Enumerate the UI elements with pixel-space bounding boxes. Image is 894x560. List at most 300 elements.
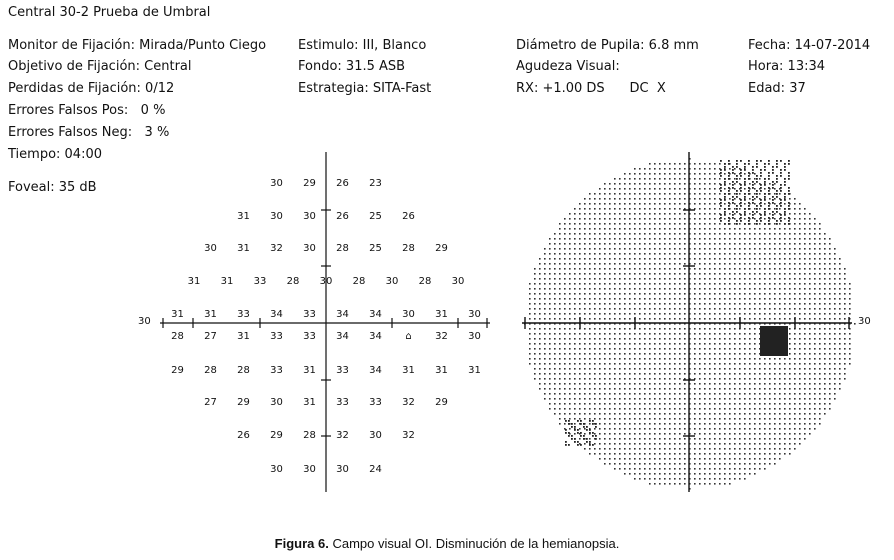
gray-dot — [674, 468, 676, 470]
gray-dot — [704, 403, 706, 405]
gray-dot — [599, 423, 601, 425]
rx: RX: +1.00 DS DC X — [516, 81, 666, 96]
gray-dot — [674, 348, 676, 350]
gray-dot — [609, 458, 611, 460]
gray-dot — [709, 178, 711, 180]
gray-dot — [684, 293, 686, 295]
gray-dot — [664, 248, 666, 250]
gray-dot — [829, 343, 831, 345]
gray-dot — [774, 318, 776, 320]
gray-dot — [659, 443, 661, 445]
gray-dot — [844, 378, 846, 380]
gray-dot — [574, 408, 576, 410]
gray-dot — [744, 203, 746, 205]
gray-dot — [809, 423, 811, 425]
threshold-value: 34 — [336, 309, 349, 320]
gray-dot — [714, 363, 716, 365]
dense-dot — [744, 184, 746, 186]
gray-dot — [654, 243, 656, 245]
gray-dot — [724, 343, 726, 345]
gray-dot — [669, 233, 671, 235]
gray-dot — [674, 268, 676, 270]
gray-dot — [839, 368, 841, 370]
gray-dot — [619, 193, 621, 195]
gray-dot — [699, 253, 701, 255]
gray-dot — [824, 313, 826, 315]
gray-dot — [744, 478, 746, 480]
threshold-value: 30 — [270, 397, 283, 408]
gray-dot — [729, 278, 731, 280]
gray-dot — [624, 473, 626, 475]
dense-dot — [760, 187, 762, 189]
gray-dot — [824, 403, 826, 405]
gray-dot — [529, 283, 531, 285]
gray-dot — [734, 273, 736, 275]
gray-dot — [709, 383, 711, 385]
gray-dot — [719, 483, 721, 485]
gray-dot — [599, 348, 601, 350]
gray-dot — [614, 293, 616, 295]
gray-dot — [614, 268, 616, 270]
gray-dot — [544, 308, 546, 310]
gray-dot — [659, 208, 661, 210]
gray-dot — [589, 383, 591, 385]
gray-dot — [644, 198, 646, 200]
gray-dot — [699, 198, 701, 200]
gray-dot — [614, 433, 616, 435]
gray-dot — [639, 258, 641, 260]
gray-dot — [699, 443, 701, 445]
gray-dot — [554, 243, 556, 245]
gray-dot — [834, 268, 836, 270]
dense-dot — [740, 205, 742, 207]
gray-dot — [734, 473, 736, 475]
gray-dot — [679, 398, 681, 400]
gray-dot — [654, 268, 656, 270]
gray-dot — [549, 383, 551, 385]
gray-dot — [604, 403, 606, 405]
gray-dot — [729, 183, 731, 185]
gray-dot — [549, 313, 551, 315]
gray-dot — [754, 178, 756, 180]
gray-dot — [604, 283, 606, 285]
gray-dot — [624, 233, 626, 235]
gray-dot — [709, 298, 711, 300]
gray-dot — [674, 193, 676, 195]
gray-dot — [764, 413, 766, 415]
gray-dot — [564, 293, 566, 295]
gray-dot — [599, 353, 601, 355]
gray-dot — [759, 423, 761, 425]
gray-dot — [624, 428, 626, 430]
gray-dot — [809, 328, 811, 330]
gray-dot — [719, 348, 721, 350]
gray-dot — [809, 263, 811, 265]
gray-dot — [774, 208, 776, 210]
gray-dot — [784, 248, 786, 250]
gray-dot — [744, 378, 746, 380]
gray-dot — [699, 418, 701, 420]
gray-dot — [554, 263, 556, 265]
gray-dot — [684, 373, 686, 375]
gray-dot — [599, 413, 601, 415]
gray-dot — [594, 268, 596, 270]
gray-dot — [639, 388, 641, 390]
gray-dot — [784, 368, 786, 370]
dense-dot — [780, 199, 782, 201]
gray-dot — [719, 458, 721, 460]
gray-dot — [764, 243, 766, 245]
threshold-value: 28 — [204, 365, 217, 376]
gray-dot — [604, 338, 606, 340]
dense-dot — [720, 205, 722, 207]
gray-dot — [674, 288, 676, 290]
gray-dot — [664, 463, 666, 465]
gray-dot — [634, 248, 636, 250]
gray-dot — [764, 428, 766, 430]
gray-dot — [774, 268, 776, 270]
gray-dot — [574, 303, 576, 305]
gray-dot — [639, 238, 641, 240]
gray-dot — [809, 248, 811, 250]
gray-dot — [734, 373, 736, 375]
gray-dot — [649, 458, 651, 460]
gray-dot — [569, 263, 571, 265]
gray-dot — [564, 358, 566, 360]
gray-dot — [679, 203, 681, 205]
gray-dot — [644, 383, 646, 385]
dense-dot — [776, 190, 778, 192]
gray-dot — [619, 373, 621, 375]
gray-dot — [774, 293, 776, 295]
gray-dot — [849, 333, 851, 335]
dense-dot — [780, 205, 782, 207]
gray-dot — [544, 363, 546, 365]
dense-dot — [736, 220, 738, 222]
gray-dot — [819, 353, 821, 355]
gray-dot — [814, 393, 816, 395]
gray-dot — [789, 423, 791, 425]
gray-dot — [704, 278, 706, 280]
gray-dot — [639, 173, 641, 175]
gray-dot — [569, 213, 571, 215]
gray-dot — [804, 283, 806, 285]
gray-dot — [699, 378, 701, 380]
gray-dot — [774, 218, 776, 220]
gray-dot — [544, 368, 546, 370]
gray-dot — [734, 318, 736, 320]
dense-dot — [784, 169, 786, 171]
gray-dot — [724, 458, 726, 460]
gray-dot — [589, 193, 591, 195]
gray-dot — [669, 463, 671, 465]
gray-dot — [554, 303, 556, 305]
gray-dot — [699, 363, 701, 365]
gray-dot — [769, 183, 771, 185]
gray-dot — [749, 263, 751, 265]
gray-dot — [709, 413, 711, 415]
gray-dot — [794, 443, 796, 445]
gray-dot — [704, 238, 706, 240]
gray-dot — [804, 408, 806, 410]
gray-dot — [659, 273, 661, 275]
gray-dot — [699, 278, 701, 280]
gray-dot — [724, 428, 726, 430]
gray-dot — [654, 443, 656, 445]
dense-dot — [568, 444, 570, 446]
gray-dot — [554, 273, 556, 275]
gray-dot — [719, 443, 721, 445]
gray-dot — [794, 428, 796, 430]
gray-dot — [669, 243, 671, 245]
gray-dot — [784, 408, 786, 410]
gray-dot — [559, 238, 561, 240]
gray-dot — [649, 178, 651, 180]
gray-dot — [664, 183, 666, 185]
gray-dot — [579, 263, 581, 265]
gray-dot — [639, 218, 641, 220]
gray-dot — [539, 318, 541, 320]
gray-dot — [819, 268, 821, 270]
gray-dot — [619, 388, 621, 390]
gray-dot — [784, 308, 786, 310]
gray-dot — [769, 418, 771, 420]
gray-dot — [799, 343, 801, 345]
gray-dot — [809, 393, 811, 395]
gray-dot — [659, 188, 661, 190]
gray-dot — [769, 278, 771, 280]
gray-dot — [804, 378, 806, 380]
gray-dot — [834, 273, 836, 275]
gray-dot — [539, 278, 541, 280]
gray-dot — [669, 283, 671, 285]
gray-dot — [634, 218, 636, 220]
gray-dot — [549, 293, 551, 295]
gray-dot — [694, 438, 696, 440]
gray-dot — [684, 453, 686, 455]
gray-dot — [779, 393, 781, 395]
gray-dot — [789, 288, 791, 290]
dense-dot — [565, 432, 567, 434]
gray-dot — [684, 163, 686, 165]
gray-dot — [589, 283, 591, 285]
gray-dot — [639, 353, 641, 355]
gray-dot — [694, 168, 696, 170]
gray-dot — [624, 363, 626, 365]
gray-dot — [694, 243, 696, 245]
gray-dot — [669, 318, 671, 320]
gray-dot — [654, 203, 656, 205]
gray-dot — [694, 428, 696, 430]
threshold-value: 28 — [171, 331, 184, 342]
gray-dot — [579, 403, 581, 405]
gray-dot — [719, 438, 721, 440]
dense-dot — [586, 438, 588, 440]
gray-dot — [654, 283, 656, 285]
gray-dot — [589, 223, 591, 225]
gray-dot — [709, 438, 711, 440]
gray-dot — [594, 378, 596, 380]
dense-dot — [744, 196, 746, 198]
gray-dot — [724, 423, 726, 425]
gray-dot — [619, 348, 621, 350]
gray-dot — [719, 268, 721, 270]
gray-dot — [604, 288, 606, 290]
gray-dot — [639, 338, 641, 340]
gray-dot — [734, 388, 736, 390]
gray-dot — [729, 293, 731, 295]
gray-dot — [654, 313, 656, 315]
gray-dot — [764, 423, 766, 425]
gray-dot — [529, 348, 531, 350]
gray-dot — [839, 363, 841, 365]
gray-dot — [589, 268, 591, 270]
gray-dot — [699, 238, 701, 240]
dense-dot — [571, 438, 573, 440]
gray-dot — [534, 373, 536, 375]
gray-dot — [644, 353, 646, 355]
gray-dot — [729, 478, 731, 480]
gray-dot — [789, 343, 791, 345]
gray-dot — [769, 298, 771, 300]
gray-dot — [584, 348, 586, 350]
gray-dot — [839, 338, 841, 340]
gray-dot — [609, 388, 611, 390]
gray-dot — [619, 368, 621, 370]
gray-dot — [649, 238, 651, 240]
gray-dot — [629, 333, 631, 335]
gray-dot — [634, 348, 636, 350]
gray-dot — [634, 178, 636, 180]
gray-dot — [674, 418, 676, 420]
dense-dot — [752, 199, 754, 201]
gray-dot — [604, 183, 606, 185]
gray-dot — [749, 348, 751, 350]
gray-dot — [724, 448, 726, 450]
dense-dot — [756, 208, 758, 210]
gray-dot — [554, 238, 556, 240]
gray-dot — [754, 318, 756, 320]
gray-dot — [694, 388, 696, 390]
gray-dot — [599, 398, 601, 400]
gray-dot — [784, 378, 786, 380]
gray-dot — [839, 318, 841, 320]
gray-dot — [654, 228, 656, 230]
gray-dot — [574, 398, 576, 400]
gray-dot — [639, 288, 641, 290]
gray-dot — [659, 253, 661, 255]
gray-dot — [589, 303, 591, 305]
gray-dot — [564, 258, 566, 260]
gray-dot — [719, 248, 721, 250]
gray-dot — [629, 383, 631, 385]
gray-dot — [584, 253, 586, 255]
gray-dot — [804, 423, 806, 425]
gray-dot — [659, 228, 661, 230]
gray-dot — [709, 428, 711, 430]
gray-dot — [754, 368, 756, 370]
gray-dot — [679, 448, 681, 450]
gray-dot — [654, 413, 656, 415]
gray-dot — [719, 258, 721, 260]
gray-dot — [564, 223, 566, 225]
gray-dot — [819, 358, 821, 360]
gray-dot — [609, 348, 611, 350]
gray-dot — [639, 413, 641, 415]
gray-dot — [744, 363, 746, 365]
dense-dot — [583, 438, 585, 440]
gray-dot — [629, 408, 631, 410]
gray-dot — [719, 393, 721, 395]
gray-dot — [609, 438, 611, 440]
gray-dot — [714, 278, 716, 280]
gray-dot — [564, 273, 566, 275]
gray-dot — [679, 263, 681, 265]
dense-dot — [720, 214, 722, 216]
gray-dot — [684, 308, 686, 310]
gray-dot — [609, 343, 611, 345]
gray-dot — [729, 468, 731, 470]
gray-dot — [659, 173, 661, 175]
gray-dot — [669, 288, 671, 290]
gray-dot — [764, 383, 766, 385]
gray-dot — [564, 268, 566, 270]
gray-dot — [534, 283, 536, 285]
gray-dot — [769, 263, 771, 265]
gray-dot — [709, 258, 711, 260]
gray-dot — [779, 193, 781, 195]
gray-dot — [564, 283, 566, 285]
gray-dot — [754, 303, 756, 305]
threshold-value: 30 — [270, 211, 283, 222]
gray-dot — [724, 468, 726, 470]
dense-dot — [784, 223, 786, 225]
gray-dot — [584, 418, 586, 420]
gray-dot — [774, 303, 776, 305]
gray-dot — [569, 383, 571, 385]
gray-dot — [569, 393, 571, 395]
gray-dot — [774, 368, 776, 370]
gray-dot — [629, 413, 631, 415]
gray-dot — [829, 303, 831, 305]
gray-dot — [714, 473, 716, 475]
dense-dot — [764, 178, 766, 180]
gray-dot — [744, 253, 746, 255]
gray-dot — [579, 308, 581, 310]
dense-dot — [760, 214, 762, 216]
gray-dot — [829, 363, 831, 365]
gray-dot — [819, 228, 821, 230]
dense-dot — [748, 190, 750, 192]
gray-dot — [739, 418, 741, 420]
dense-dot — [752, 166, 754, 168]
gray-dot — [759, 258, 761, 260]
threshold-value: 30 — [336, 464, 349, 475]
gray-dot — [674, 413, 676, 415]
fixation-losses: Perdidas de Fijación: 0/12 — [8, 81, 175, 96]
gray-dot — [604, 463, 606, 465]
gray-dot — [794, 278, 796, 280]
threshold-value: 31 — [303, 397, 316, 408]
gray-dot — [544, 398, 546, 400]
gray-dot — [829, 328, 831, 330]
gray-dot — [719, 338, 721, 340]
gray-dot — [634, 278, 636, 280]
gray-dot — [544, 293, 546, 295]
gray-dot — [774, 263, 776, 265]
gray-dot — [754, 203, 756, 205]
gray-dot — [624, 223, 626, 225]
